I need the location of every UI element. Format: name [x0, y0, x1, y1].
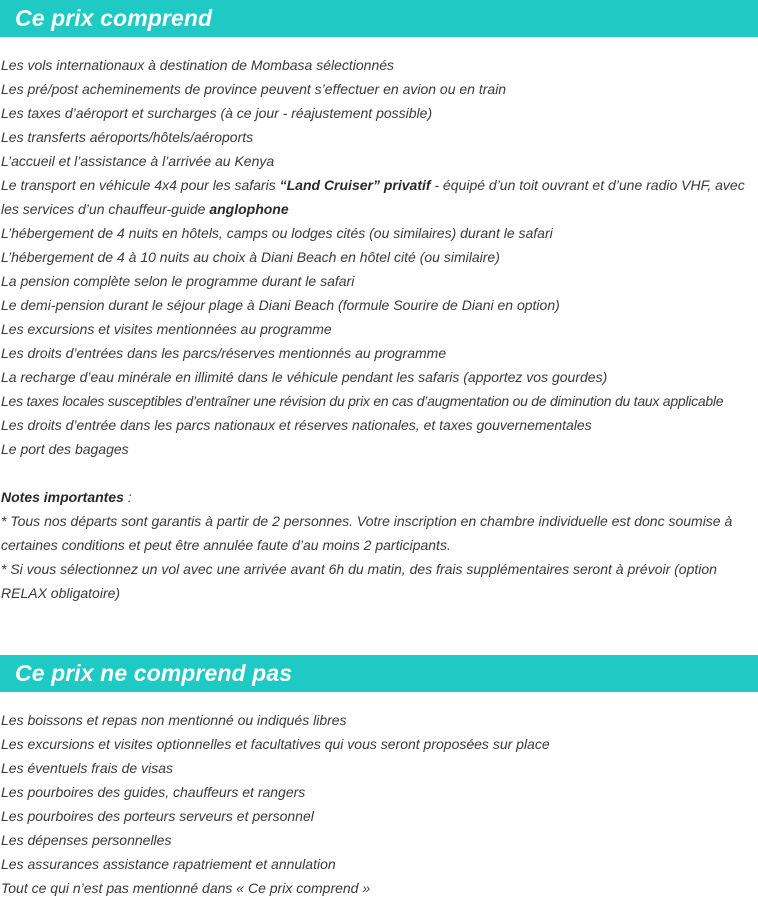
includes-header — [0, 0, 758, 37]
list-item: La recharge d’eau minérale en illimité dans le véhicule pendant les safaris (apportez vos gourdes) — [1, 369, 608, 385]
list-item: Les vols internationaux à destination de Mombasa sélectionnés — [1, 57, 395, 73]
list-item: Les taxes d’aéroport et surcharges (à ce jour - réajustement possible) — [1, 105, 433, 121]
transport-bold-1: “Land Cruiser” privatif — [279, 177, 431, 193]
list-item: Les droits d’entrées dans les parcs/réserves mentionnés au programme — [1, 345, 447, 361]
excludes-list — [0, 708, 758, 900]
transport-text-1: Le transport en véhicule 4x4 pour les safaris — [1, 177, 280, 193]
notes-title: Notes importantes — [1, 489, 124, 505]
list-item: Les excursions et visites mentionnées au programme — [1, 321, 332, 337]
list-item: La pension complète selon le programme durant le safari — [1, 273, 355, 289]
note-line: * Tous nos départs sont garantis à partir de 2 personnes. Votre inscription en chambre individuelle est donc soumise à certaines conditions et peut être annulée faute d’au moins 2 participants. — [1, 513, 733, 553]
list-item: L’accueil et l’assistance à l’arrivée au Kenya — [1, 153, 275, 169]
notes-heading — [0, 485, 758, 509]
excludes-title: Ce prix ne comprend pas — [15, 660, 293, 686]
list-item: Les excursions et visites optionnelles et facultatives qui vous seront proposées sur place — [1, 736, 550, 752]
list-item-transport — [0, 173, 758, 221]
list-item: Les pourboires des porteurs serveurs et personnel — [1, 808, 314, 824]
list-item: Les boissons et repas non mentionné ou indiqués libres — [1, 712, 347, 728]
important-notes — [0, 485, 758, 605]
excludes-header — [0, 655, 758, 692]
note-line: * Si vous sélectionnez un vol avec une arrivée avant 6h du matin, des frais supplémentaires seront à prévoir (option RELAX obligatoire) — [1, 561, 717, 601]
transport-text-2: - équipé d’un toit ouvrant et d’une radio VHF, avec les services d’un chauffeur-guide — [1, 177, 745, 217]
list-item: Les dépenses personnelles — [1, 832, 172, 848]
list-item: Les pré/post acheminements de province peuvent s’effectuer en avion ou en train — [1, 81, 507, 97]
transport-bold-2: anglophone — [209, 201, 289, 217]
list-item: L’hébergement de 4 à 10 nuits au choix à Diani Beach en hôtel cité (ou similaire) — [1, 249, 500, 265]
list-item: Le demi-pension durant le séjour plage à Diani Beach (formule Sourire de Diani en option) — [1, 297, 560, 313]
includes-list — [0, 53, 758, 461]
list-item: Le port des bagages — [1, 441, 129, 457]
list-item: Les droits d’entrée dans les parcs nationaux et réserves nationales, et taxes gouvernementales — [1, 417, 592, 433]
list-item: Les éventuels frais de visas — [1, 760, 173, 776]
list-item: Tout ce qui n’est pas mentionné dans « Ce prix comprend » — [1, 880, 371, 896]
list-item: L’hébergement de 4 nuits en hôtels, camps ou lodges cités (ou similaires) durant le safari — [1, 225, 553, 241]
notes-title-suffix: : — [123, 489, 132, 505]
includes-title: Ce prix comprend — [15, 5, 213, 31]
list-item: Les taxes locales susceptibles d’entraîner une révision du prix en cas d’augmentation ou de diminution du taux applicable — [1, 393, 724, 409]
list-item: Les transferts aéroports/hôtels/aéroports — [1, 129, 254, 145]
list-item: Les pourboires des guides, chauffeurs et rangers — [1, 784, 306, 800]
list-item: Les assurances assistance rapatriement et annulation — [1, 856, 336, 872]
